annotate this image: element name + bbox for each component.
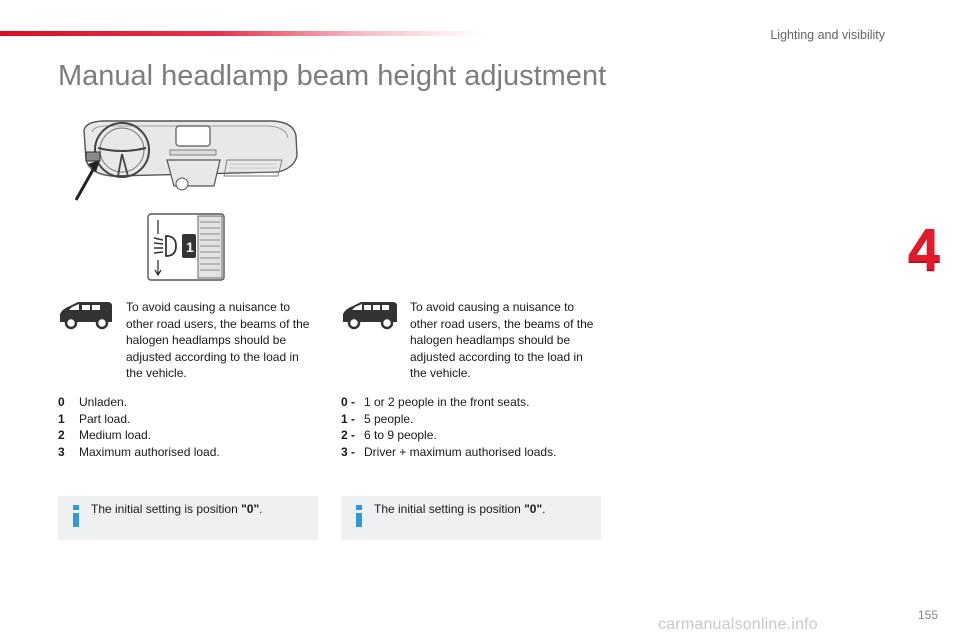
left-load-note: To avoid causing a nuisance to other road users, the beams of the halogen headlamps should be adjusted according to the load in the vehicle.	[126, 300, 310, 380]
knob-position-label: 1	[186, 239, 194, 255]
position-number: 0 -	[341, 395, 356, 409]
header-accent-bar	[0, 31, 480, 36]
page-title: Manual headlamp beam height adjustment	[58, 60, 607, 92]
position-description: Unladen.	[79, 395, 128, 409]
position-description: 1 or 2 people in the front seats.	[364, 395, 530, 409]
list-item	[341, 411, 556, 428]
info-icon	[71, 505, 81, 527]
list-item	[341, 394, 556, 411]
section-title: Lighting and visibility	[770, 28, 885, 42]
height-adjust-knob-illustration	[146, 212, 228, 284]
position-number: 2 -	[341, 428, 356, 442]
position-number: 3	[58, 444, 65, 459]
list-item	[58, 394, 220, 411]
watermark: carmanualsonline.info	[658, 616, 818, 633]
position-description: Maximum authorised load.	[79, 444, 220, 459]
initial-position-value: "0"	[524, 502, 543, 516]
list-item	[341, 427, 556, 444]
info-icon	[354, 505, 364, 527]
list-item	[58, 444, 220, 461]
list-item	[58, 411, 220, 428]
list-item	[58, 427, 220, 444]
position-number: 0	[58, 395, 65, 409]
info-text: The initial setting is position "0".	[91, 502, 263, 516]
right-info-box	[341, 496, 601, 540]
position-description: Driver + maximum authorised loads.	[364, 444, 557, 459]
right-load-note: To avoid causing a nuisance to other road users, the beams of the halogen headlamps should be adjusted according to the load in the vehicle.	[410, 300, 594, 380]
left-info-box	[58, 496, 318, 540]
page-number: 155	[917, 608, 938, 622]
list-item	[341, 444, 556, 461]
position-number: 2	[58, 428, 65, 442]
position-description: 5 people.	[364, 411, 414, 426]
right-position-list	[341, 394, 556, 460]
chapter-number: 4	[907, 217, 940, 282]
info-text: The initial setting is position "0".	[374, 502, 546, 516]
minibus-icon	[341, 300, 399, 330]
position-number: 1	[58, 411, 65, 426]
van-icon	[58, 300, 114, 330]
position-description: Medium load.	[79, 428, 152, 442]
position-number: 1 -	[341, 411, 356, 426]
dashboard-illustration	[72, 116, 302, 208]
position-description: 6 to 9 people.	[364, 428, 437, 442]
position-description: Part load.	[79, 411, 131, 426]
left-position-list	[58, 394, 220, 460]
initial-position-value: "0"	[241, 502, 260, 516]
position-number: 3 -	[341, 444, 356, 459]
